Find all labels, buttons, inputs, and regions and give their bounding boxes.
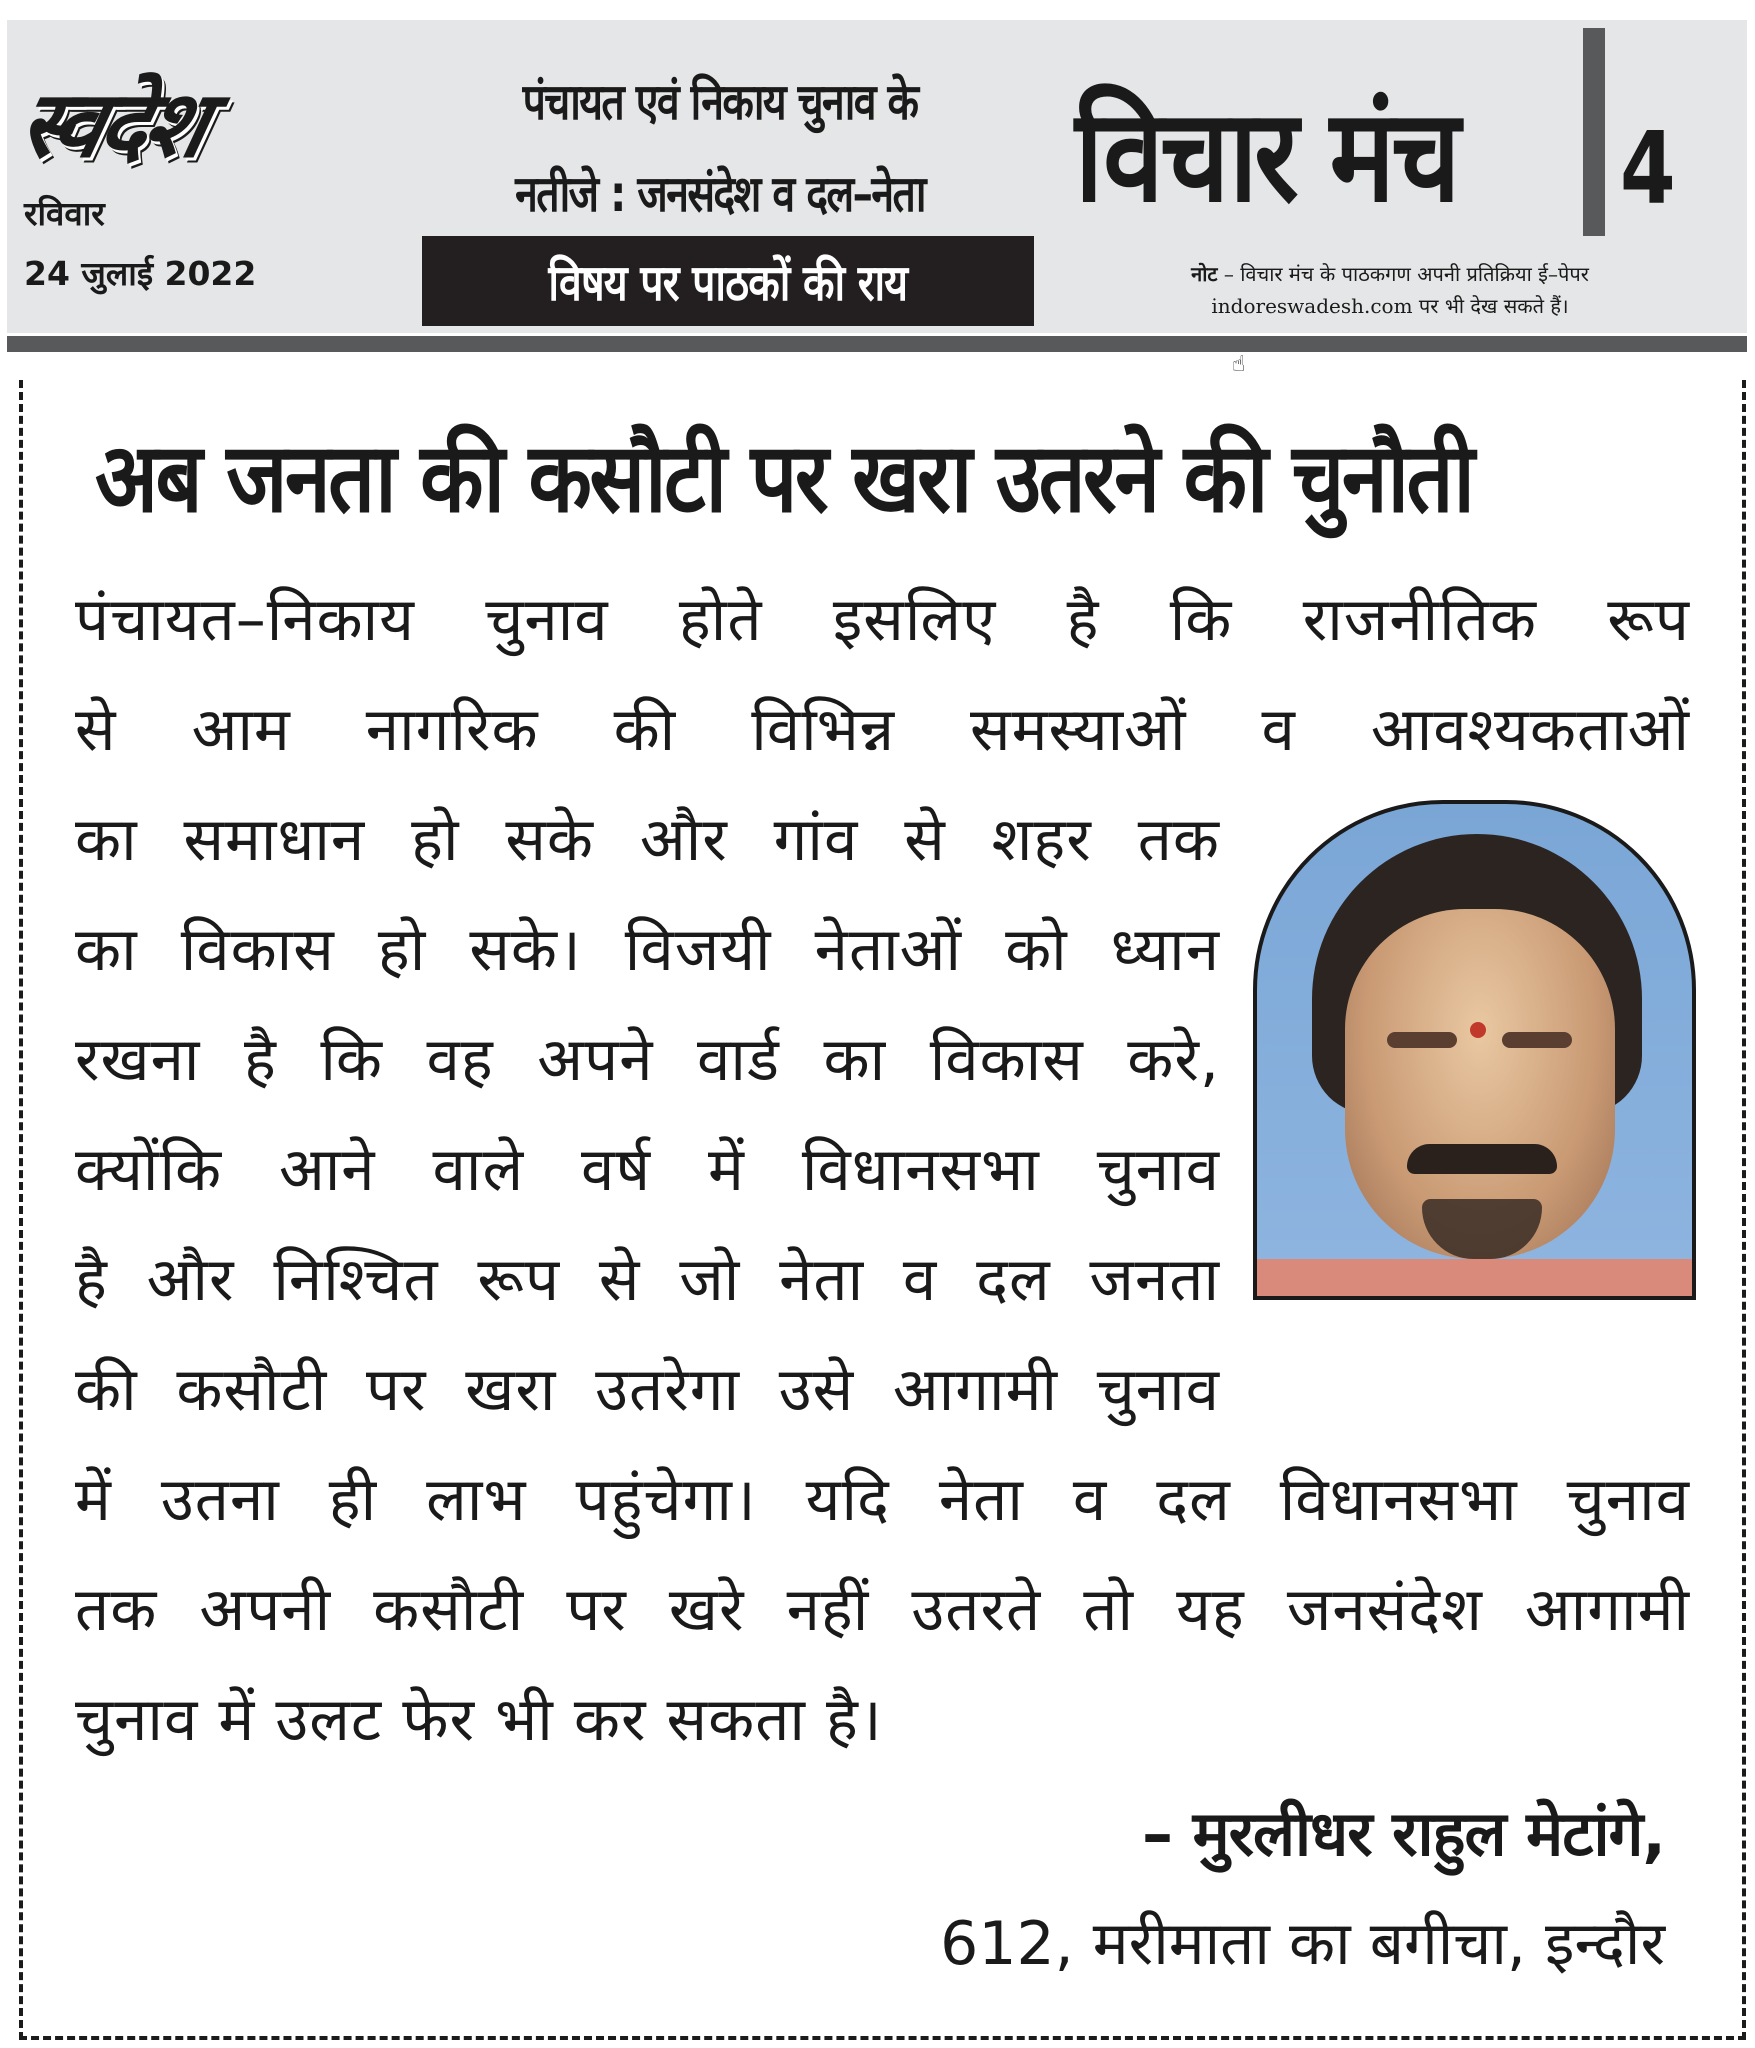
photo-brow-right (1502, 1032, 1572, 1048)
note-text-2[interactable]: indoreswadesh.com पर भी देख सकते हैं। (1211, 294, 1569, 318)
topic-line-2: नतीजे : जनसंदेश व दल–नेता (515, 165, 925, 223)
article-headline: अब जनता की कसौटी पर खरा उतरने की चुनौती (95, 422, 1473, 534)
topic-heading (482, 56, 958, 240)
article-line: में उतना ही लाभ पहुंचेगा। यदि नेता व दल विधानसभा चुनाव (75, 1465, 1690, 1535)
page-number: 4 (1620, 110, 1676, 227)
hand-pointer-icon: ☝ (1232, 352, 1246, 377)
topic-banner-text: विषय पर पाठकों की राय (548, 254, 908, 312)
article-line: की कसौटी पर खरा उतरेगा उसे आगामी चुनाव (75, 1355, 1220, 1425)
author-address: 612, मरीमाता का बगीचा, इन्दौर (940, 1909, 1665, 1979)
article-line: चुनाव में उलट फेर भी कर सकता है। (75, 1685, 883, 1755)
topic-banner (422, 236, 1034, 326)
note-text-1: – विचार मंच के पाठकगण अपनी प्रतिक्रिया ई–पेपर (1217, 262, 1589, 286)
photo-tilak (1470, 1022, 1486, 1038)
article-line: से आम नागरिक की विभिन्न समस्याओं व आवश्यकताओं (75, 695, 1690, 765)
photo-mustache (1407, 1144, 1557, 1174)
newspaper-logo: स्वदेश (9, 71, 215, 178)
article-line: है और निश्चित रूप से जो नेता व दल जनता (75, 1245, 1220, 1315)
issue-day: रविवार (24, 194, 105, 233)
reader-note (1060, 258, 1720, 322)
photo-brow-left (1387, 1032, 1457, 1048)
photo-shirt (1257, 1259, 1696, 1300)
article-line: पंचायत–निकाय चुनाव होते इसलिए है कि राजनीतिक रूप (75, 585, 1690, 655)
header-divider-bar (7, 336, 1747, 352)
section-divider (1583, 28, 1605, 236)
article-line: रखना है कि वह अपने वार्ड का विकास करे, (75, 1025, 1220, 1095)
article-line: का विकास हो सके। विजयी नेताओं को ध्यान (75, 915, 1220, 985)
topic-line-1: पंचायत एवं निकाय चुनाव के (522, 73, 918, 131)
author-name: – मुरलीधर राहुल मेटांगे, (1142, 1797, 1665, 1870)
issue-date: 24 जुलाई 2022 (24, 254, 257, 293)
article-line: क्योंकि आने वाले वर्ष में विधानसभा चुनाव (75, 1135, 1220, 1205)
article-line: का समाधान हो सके और गांव से शहर तक (75, 805, 1220, 875)
note-label: नोट (1191, 262, 1218, 286)
author-photo (1253, 800, 1696, 1300)
section-title: विचार मंच (1075, 82, 1458, 231)
article-line: तक अपनी कसौटी पर खरे नहीं उतरते तो यह जनसंदेश आगामी (75, 1575, 1690, 1645)
